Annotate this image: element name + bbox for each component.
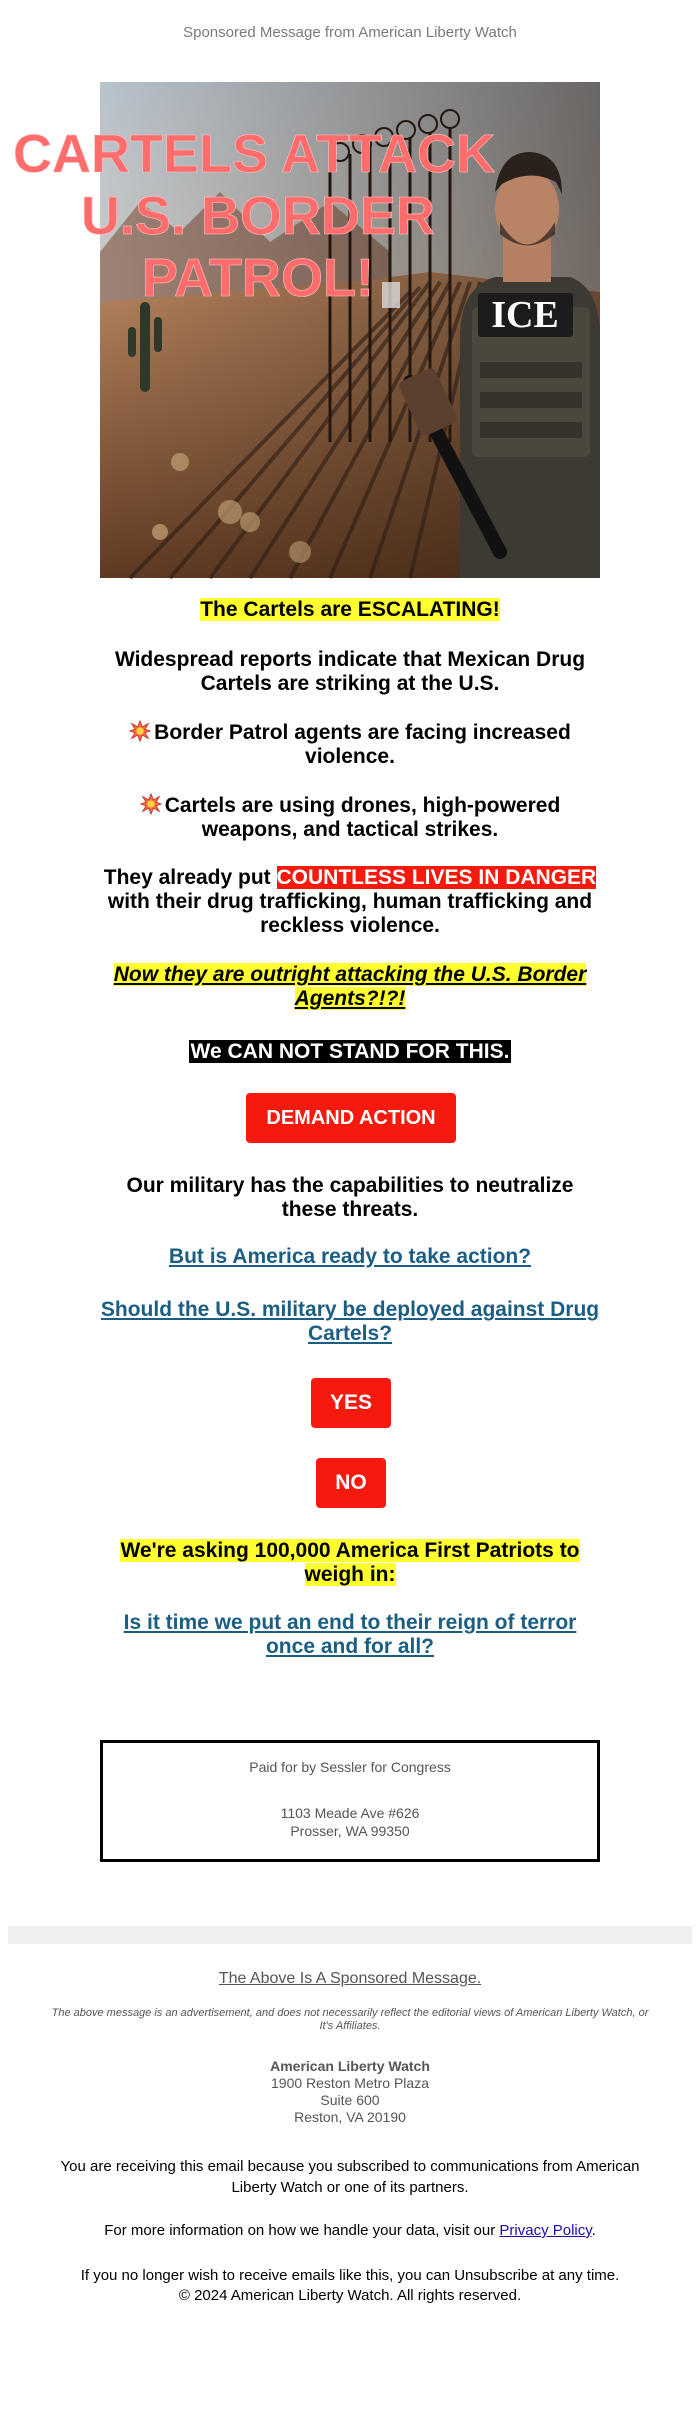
drones-line <box>100 793 600 842</box>
vest-badge: ICE <box>491 294 559 336</box>
drones-text: Cartels are using drones, high-powered weapons, and tactical strikes. <box>164 794 561 841</box>
deploy-link[interactable]: Should the U.S. military be deployed against Drug Cartels? <box>100 1298 600 1345</box>
military-text: Our military has the capabilities to neutralize these threats. <box>126 1174 574 1221</box>
lives-pre-text: They already put <box>103 866 277 889</box>
yes-button[interactable]: YES <box>311 1378 391 1428</box>
privacy-line <box>0 2222 700 2239</box>
paid-for-box <box>100 1740 600 1862</box>
demand-action-button[interactable]: DEMAND ACTION <box>246 1093 456 1143</box>
paid-for-text: Paid for by Sessler for Congress <box>249 1759 451 1775</box>
attacking-line <box>100 963 600 1011</box>
lives-highlight: COUNTLESS LIVES IN DANGER <box>276 866 597 889</box>
privacy-post-text: . <box>591 2222 596 2239</box>
escalating-text: The Cartels are ESCALATING! <box>200 598 500 621</box>
org-address-line3: Reston, VA 20190 <box>294 2109 406 2125</box>
sponsored-message-link[interactable]: The Above Is A Sponsored Message. <box>218 1970 482 1987</box>
escalating-line <box>100 598 600 622</box>
attacking-text: Now they are outright attacking the U.S. Border Agents?!?! <box>113 963 587 1010</box>
lives-paragraph <box>100 866 600 938</box>
terror-link-line <box>100 1611 600 1659</box>
receiving-text: You are receiving this email because you subscribed to communications from American Liberty Watch or one of its partners. <box>60 2158 640 2196</box>
copyright-text: © 2024 American Liberty Watch. All rights reserved. <box>178 2287 522 2304</box>
hero-illustration <box>13 82 600 578</box>
asking-text: We're asking 100,000 America First Patriots to weigh in: <box>120 1539 580 1586</box>
unsubscribe-text: If you no longer wish to receive emails like this, you can Unsubscribe at any time. <box>80 2267 620 2284</box>
deploy-link-line <box>100 1298 600 1346</box>
reports-text: Widespread reports indicate that Mexican Drug Cartels are striking at the U.S. <box>114 648 586 695</box>
privacy-pre-text: For more information on how we handle your data, visit our <box>104 2222 500 2239</box>
hero-image[interactable] <box>13 82 600 578</box>
paid-address-line2: Prosser, WA 99350 <box>290 1823 410 1839</box>
hero-headline-line: PATROL! <box>142 248 374 308</box>
cannot-stand-text: We CAN NOT STAND FOR THIS. <box>190 1040 510 1063</box>
paid-address-line1: 1103 Meade Ave #626 <box>280 1805 420 1821</box>
terror-link[interactable]: Is it time we put an end to their reign of terror once and for all? <box>123 1611 577 1658</box>
lives-post-text: with their drug trafficking, human trafficking and reckless violence. <box>107 890 593 937</box>
footer-divider <box>8 1926 692 1944</box>
sponsor-line: Sponsored Message from American Liberty Watch <box>183 24 517 41</box>
ready-link-line <box>100 1245 600 1269</box>
ready-link[interactable]: But is America ready to take action? <box>168 1245 532 1268</box>
no-button[interactable]: NO <box>316 1458 386 1508</box>
explosion-icon <box>129 720 151 742</box>
sponsored-message-line <box>0 1970 700 1988</box>
org-address-line2: Suite 600 <box>320 2092 380 2108</box>
asking-line <box>100 1539 600 1587</box>
privacy-policy-link[interactable]: Privacy Policy <box>499 2222 592 2239</box>
hero-headline-line: CARTELS ATTACK <box>13 124 495 184</box>
disclaimer-text: The above message is an advertisement, and does not necessarily reflect the editorial views of American Liberty Watch, or It's Affiliates. <box>51 2007 649 2032</box>
agents-line <box>100 720 600 769</box>
cannot-stand-line <box>100 1040 600 1064</box>
agents-text: Border Patrol agents are facing increased violence. <box>154 721 571 768</box>
org-name: American Liberty Watch <box>270 2058 430 2074</box>
hero-headline-line: U.S. BORDER <box>80 186 436 246</box>
explosion-icon <box>140 793 162 815</box>
org-address-line1: 1900 Reston Metro Plaza <box>271 2075 429 2091</box>
